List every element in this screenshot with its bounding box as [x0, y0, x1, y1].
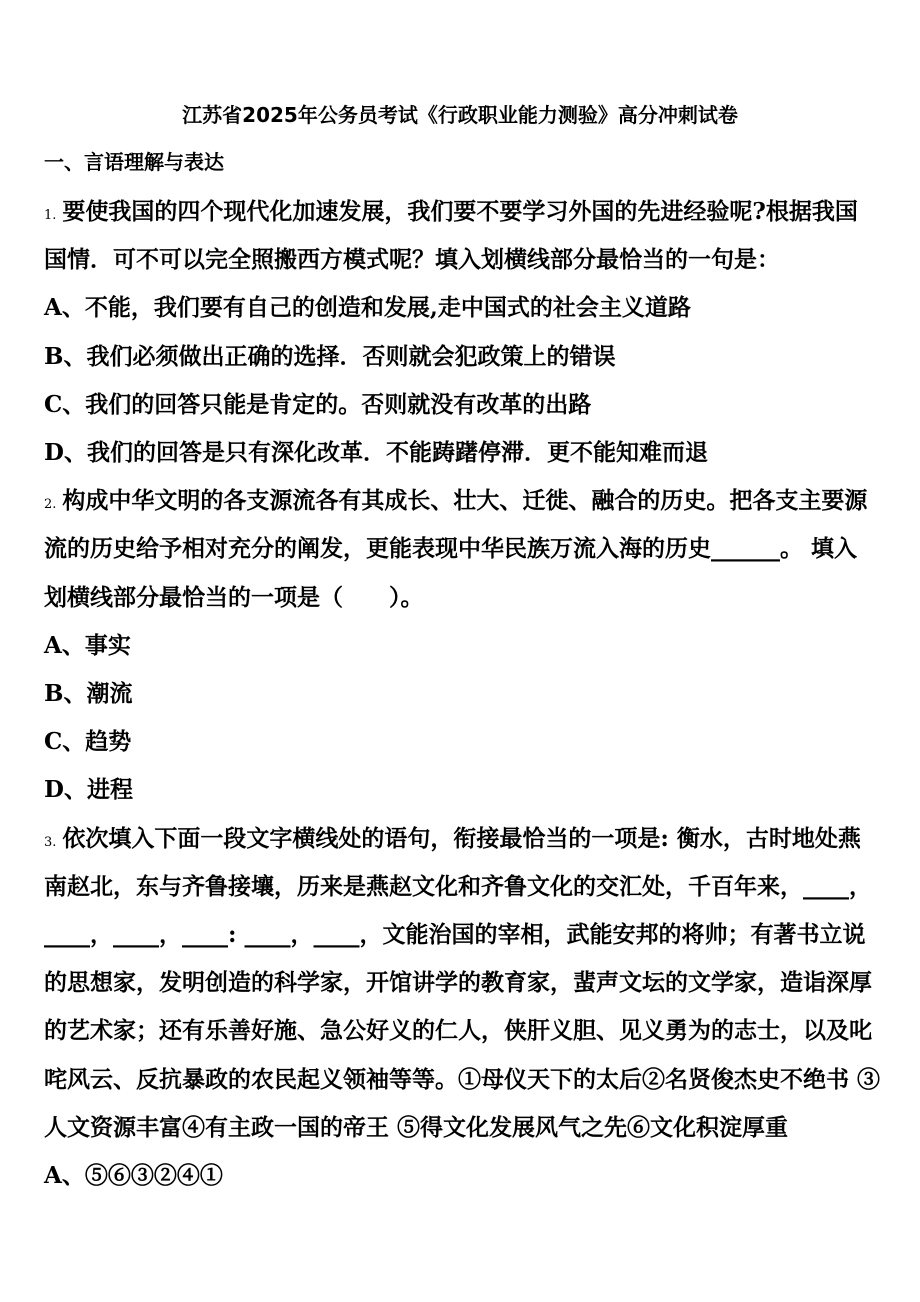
question-text: 划横线部分最恰当的一项是（ ）。	[44, 584, 424, 611]
question-3-line	[44, 1113, 788, 1143]
question-3-line	[44, 824, 861, 858]
question-text: 的思想家，发明创造的科学家，开馆讲学的教育家，蜚声文坛的文学家，造诣深厚	[44, 969, 872, 996]
question-1-line	[44, 245, 780, 275]
answer-option: C、趋势	[44, 728, 132, 755]
answer-option: B、潮流	[44, 680, 133, 707]
question-number: 1.	[44, 208, 57, 223]
question-text: 人文资源丰富④有主政一国的帝王 ⑤得文化发展风气之先⑥文化积淀厚重	[44, 1114, 789, 1141]
question-3-line	[44, 1065, 880, 1095]
answer-option: A、事实	[44, 632, 131, 659]
question-3-line	[44, 920, 866, 950]
question-text: ____，____，____: ____，____，文能治国的宰相，武能安邦的将帅；有著书立说	[44, 921, 866, 948]
question-2-line	[44, 534, 857, 564]
question-2-line	[44, 486, 867, 520]
document-title: 江苏省2025年公务员考试《行政职业能力测验》高分冲刺试卷	[182, 103, 738, 127]
question-2-line	[44, 583, 424, 613]
answer-option: D、我们的回答是只有深化改革．不能踌躇停滞．更不能知难而退	[44, 439, 708, 466]
answer-option: A、⑤⑥③②④①	[44, 1162, 223, 1189]
question-text: 构成中华文明的各支源流各有其成长、壮大、迁徙、融合的历史。把各支主要源	[62, 487, 868, 514]
section-heading: 一、言语理解与表达	[44, 150, 224, 174]
question-text: 依次填入下面一段文字横线处的语句，衔接最恰当的一项是: 衡水，古时地处燕	[62, 825, 861, 852]
question-number: 3.	[44, 835, 57, 850]
question-text: 咤风云、反抗暴政的农民起义领袖等等。①母仪天下的太后②名贤俊杰史不绝书 ③	[44, 1066, 881, 1093]
answer-option: A、不能，我们要有自己的创造和发展,走中国式的社会主义道路	[44, 294, 691, 321]
answer-option: C、我们的回答只能是肯定的。否则就没有改革的出路	[44, 391, 592, 418]
question-3-line	[44, 1016, 872, 1046]
question-text: 南赵北，东与齐鲁接壤，历来是燕赵文化和齐鲁文化的交汇处，千百年来，____，	[44, 873, 872, 900]
question-3-line	[44, 872, 872, 902]
question-text: 流的历史给予相对充分的阐发，更能表现中华民族万流入海的历史______。 填入	[44, 535, 858, 562]
question-number: 2.	[44, 497, 57, 512]
question-text: 的艺术家；还有乐善好施、急公好义的仁人，侠肝义胆、见义勇为的志士，以及叱	[44, 1017, 872, 1044]
question-text: 要使我国的四个现代化加速发展，我们要不要学习外国的先进经验呢?根据我国	[62, 198, 858, 225]
question-1-line	[44, 197, 858, 231]
answer-option: B、我们必须做出正确的选择．否则就会犯政策上的错误	[44, 343, 616, 370]
answer-option: D、进程	[44, 776, 133, 803]
question-text: 国情．可不可以完全照搬西方模式呢？填入划横线部分最恰当的一句是：	[44, 246, 780, 273]
question-3-line	[44, 968, 872, 998]
